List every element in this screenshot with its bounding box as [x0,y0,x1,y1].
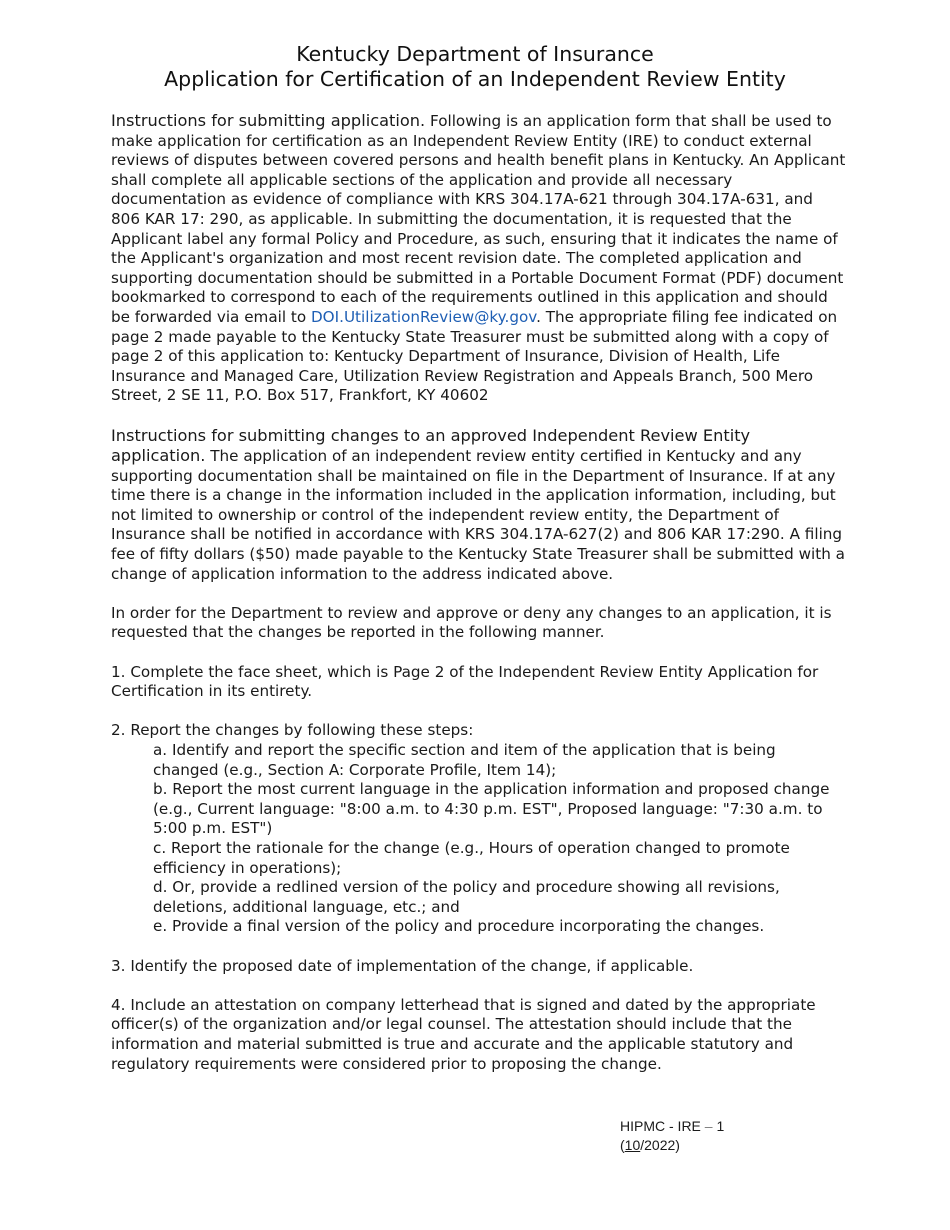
form-title: Application for Certification of an Independent Review Entity [164,67,786,91]
step-2 [111,721,846,937]
form-footer [620,1117,724,1155]
step-3: 3. Identify the proposed date of implementation of the change, if applicable. [111,956,694,975]
application-instructions-text-a: Following is an application form that shall be used to make application for certification as an Independent Review Entity (IRE) to conduct external reviews of disputes between covered persons and health benefit plans in Kentucky. An Applicant shall complete all applicable sections of the application and provide all necessary documentation as evidence of compliance with KRS 304.17A-621 through 304.17A-631, and 806 KAR 17: 290, as applicable. In submitting the documentation, it is requested that the Applicant label any formal Policy and Procedure, as such, ensuring that it indicates the name of the Applicant's organization and most recent revision date. The completed application and supporting documentation should be submitted in a Portable Document Format (PDF) document bookmarked to correspond to each of the requirements outlined in this application and should be forwarded via email to [111,112,846,326]
application-instructions [111,111,846,406]
step-2d: d. Or, provide a redlined version of the policy and procedure showing all revisions, deletions, additional language, etc.; and [153,878,780,916]
application-instructions-heading: Instructions for submitting application. [111,111,426,130]
step-2b: b. Report the most current language in the application information and proposed change (e.g., Current language: "8:00 a.m. to 4:30 p.m. EST", Proposed language: "7:30 a.m. to 5:00 p.m. EST") [153,780,830,838]
change-instructions-heading: Instructions for submitting changes to an approved Independent Review Entity application. [111,425,751,466]
step-4: 4. Include an attestation on company letterhead that is signed and dated by the appropriate officer(s) of the organization and/or legal counsel. The attestation should include that the information and material submitted is true and accurate and the applicable statutory and regulatory requirements were considered prior to proposing the change. [111,995,816,1073]
form-number-prefix: HIPMC - IRE [620,1118,705,1134]
revision-open: ( [620,1137,625,1153]
step-1: 1. Complete the face sheet, which is Page 2 of the Independent Review Entity Application for Certification in its entirety. [111,662,819,701]
step-2a: a. Identify and report the specific section and item of the application that is being changed (e.g., Section A: Corporate Profile, Item 14); [153,741,776,779]
document-body [111,111,846,1094]
revision-rest: /2022) [640,1137,680,1153]
form-number-dash: – [704,1118,713,1134]
application-instructions-text-b: . The appropriate filing fee indicated on page 2 made payable to the Kentucky State Treasurer must be submitted along with a copy of page 2 of this application to: Kentucky Department of Insurance, Division of Health, Life Insurance and Managed Care, Utilization Review Registration and Appeals Branch, 500 Mero Street, 2 SE 11, P.O. Box 517, Frankfort, KY 40602 [111,307,838,405]
intro-paragraph: In order for the Department to review and approve or deny any changes to an application, it is requested that the changes be reported in the following manner. [111,603,832,642]
change-instructions-text: The application of an independent review entity certified in Kentucky and any supporting documentation shall be maintained on file in the Department of Insurance. If at any time there is a change in the information included in the application information, including, but not limited to ownership or control of the independent review entity, the Department of Insurance shall be notified in accordance with KRS 304.17A-627(2) and 806 KAR 17:290. A filing fee of fifty dollars ($50) made payable to the Kentucky State Treasurer shall be submitted with a change of application information to the address indicated above. [111,447,845,583]
email-link[interactable]: DOI.UtilizationReview@ky.gov [310,307,537,326]
step-2c: c. Report the rationale for the change (e.g., Hours of operation changed to promote efficiency in operations); [153,838,790,877]
form-number-suffix: 1 [712,1118,725,1134]
revision-month: 10 [624,1137,641,1153]
step-2e: e. Provide a final version of the policy and procedure incorporating the changes. [153,917,765,936]
form-number [620,1117,724,1136]
change-instructions [111,426,846,585]
agency-title: Kentucky Department of Insurance [296,42,654,66]
revision-date [620,1136,724,1155]
step-2-heading: 2. Report the changes by following these steps: [111,721,474,740]
